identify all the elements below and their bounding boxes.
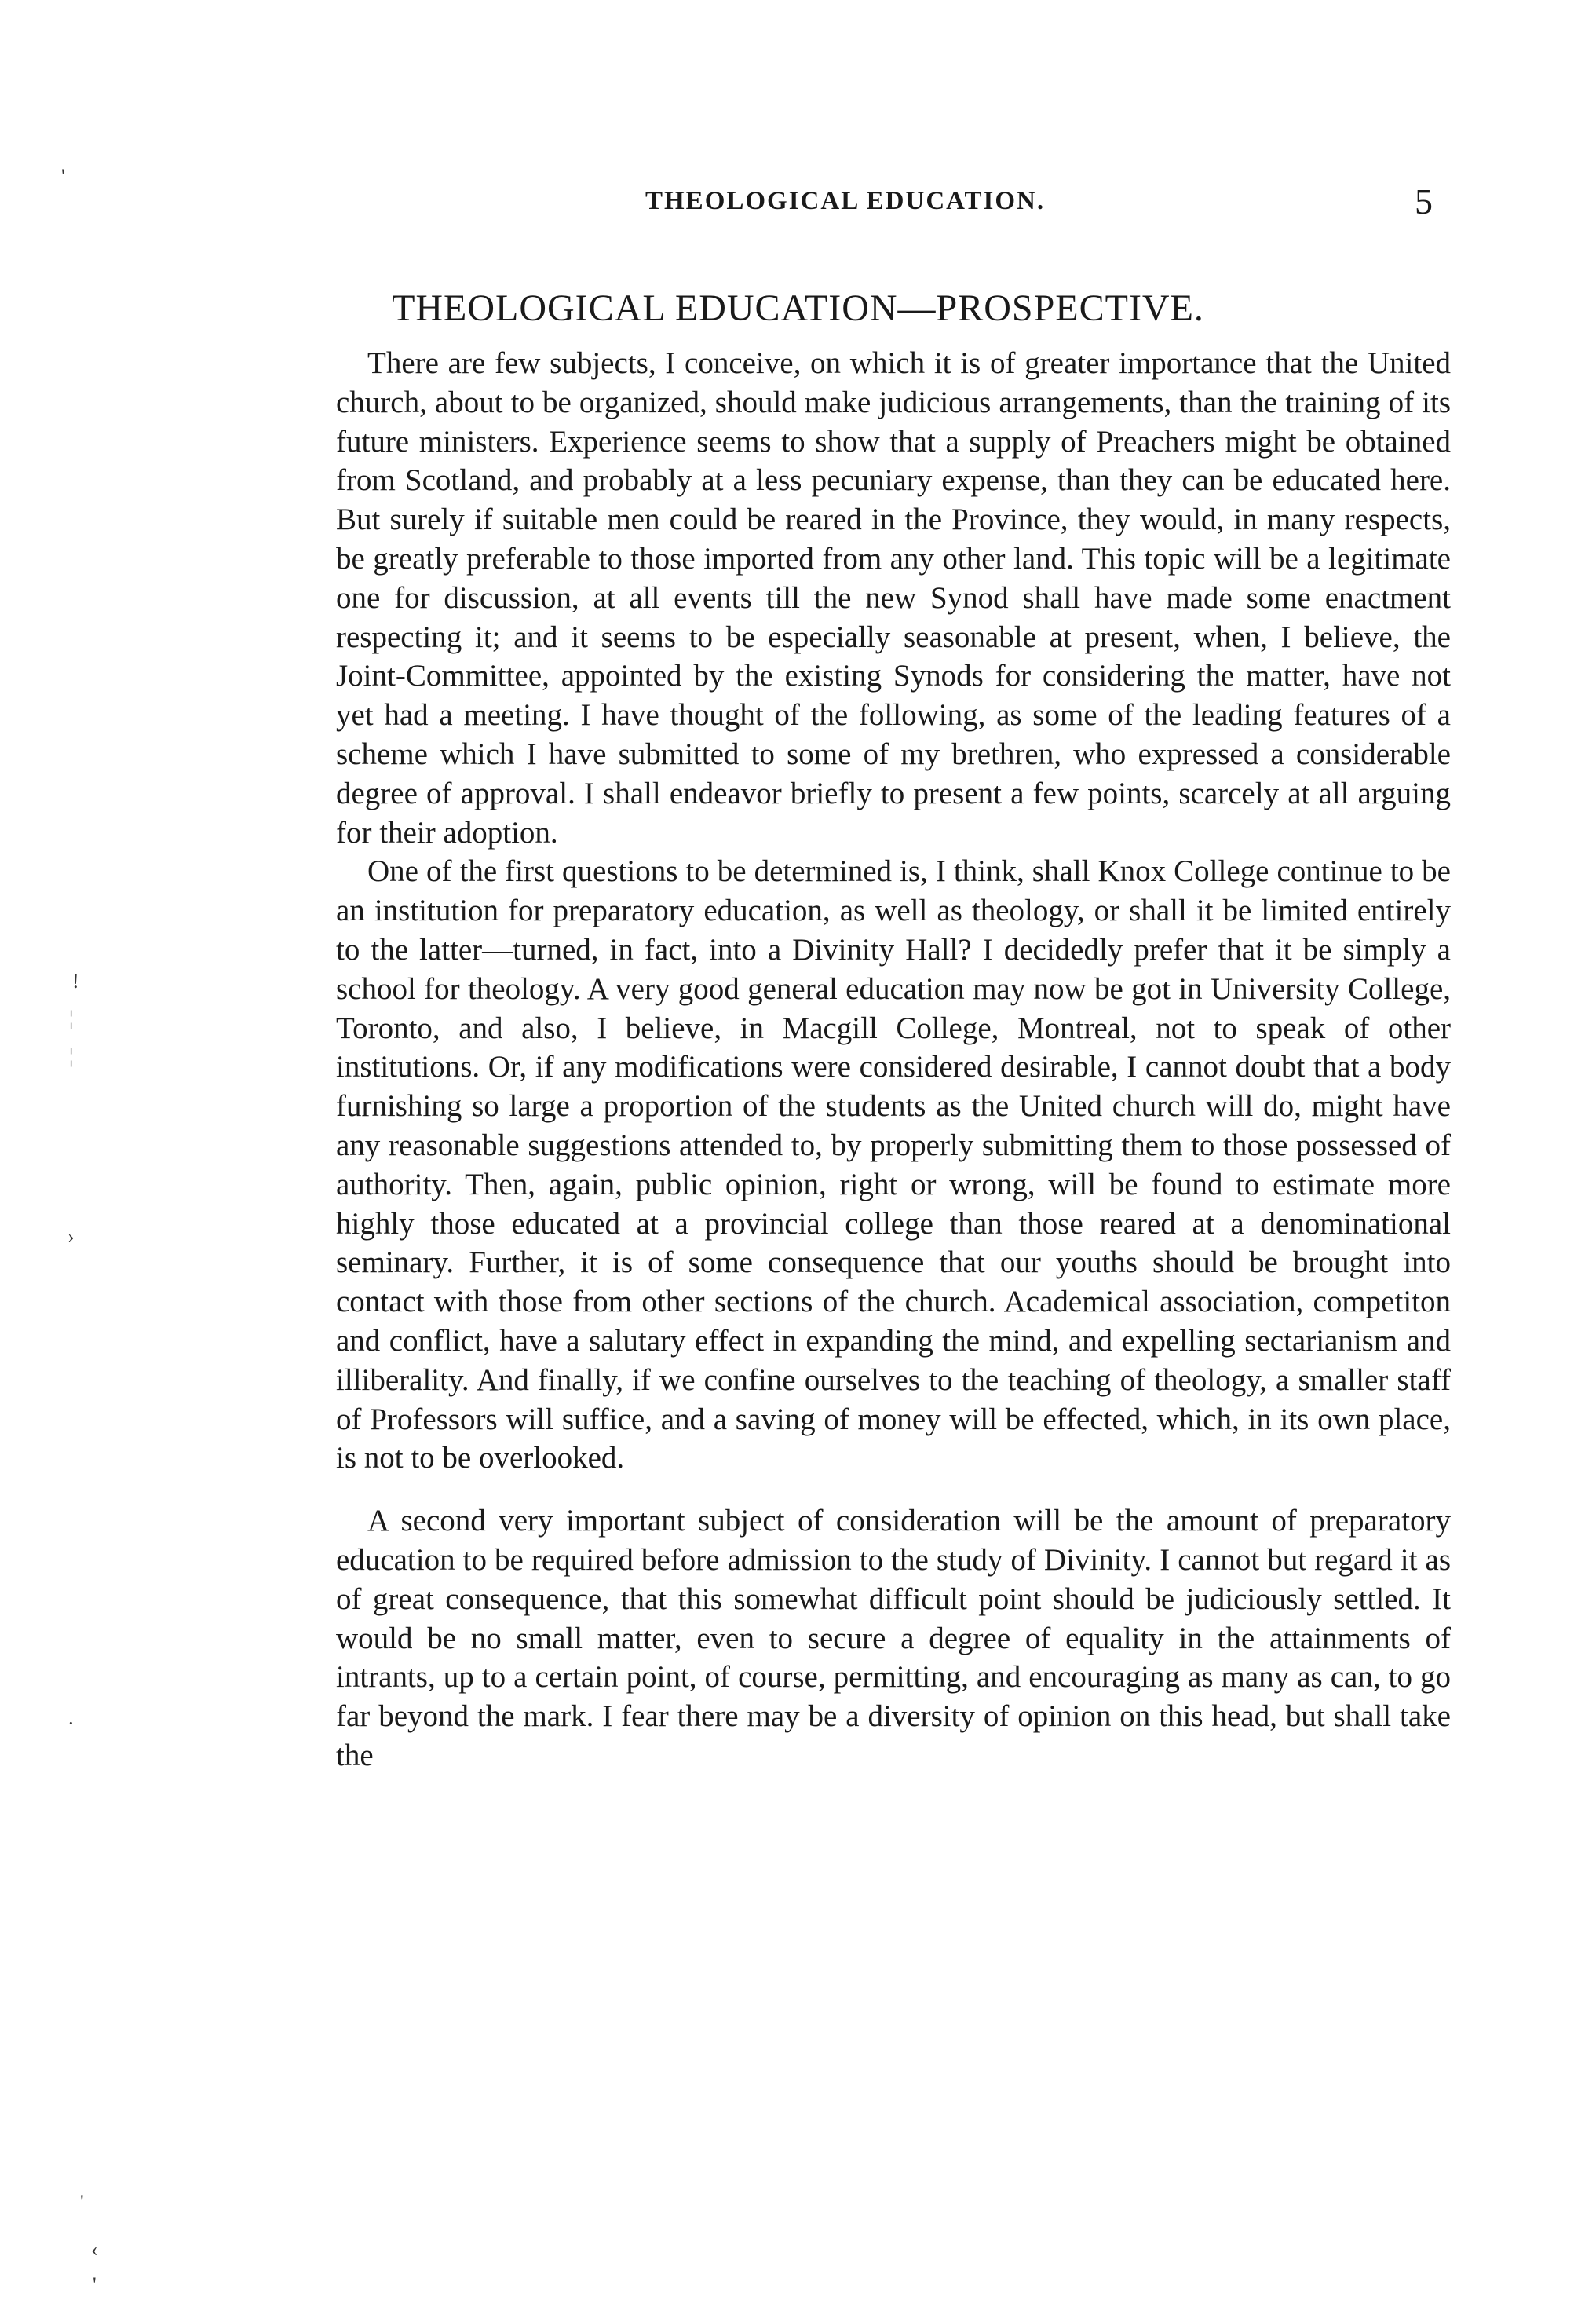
margin-mark: ¦ <box>69 1044 74 1067</box>
page-number: 5 <box>1415 181 1433 221</box>
paragraph-1: There are few subjects, I conceive, on which it is of greater importance that the United church, about to be organized, should make judicious arrangements, than the training of its future ministers. Experience seems to show that a supply of Preachers might be obtained from Scotland, and probably at a less pecuniary expense, than they can be educated here. But surely if suitable men could be reared in the Province, they would, in many respects, be greatly preferable to those imported from any other land. This topic will be a legitimate one for discussion, at all events till the new Synod shall have made some enactment respecting it; and it seems to be especially seasonable at present, when, I believe, the Joint-Committee, appointed by the existing Synods for considering the matter, have not yet had a meeting. I have thought of the following, as some of the leading features of a scheme which I have submitted to some of my brethren, who expressed a considerable degree of approval. I shall endeavor briefly to present a few points, scarcely at all arguing for their adoption. <box>336 346 1451 850</box>
margin-mark: ! <box>72 970 79 993</box>
margin-mark: ' <box>80 2191 84 2214</box>
paragraph-2: One of the first questions to be determined is, I think, shall Knox College continue to be an institution for preparatory education, as well as theology, or shall it be limited entirely to the latter—turned, in fact, into a Divinity Hall? I decidedly prefer that it be simply a school for theology. A very good general education may now be got in University College, Toronto, and also, I believe, in Macgill College, Montreal, not to speak of other institutions. Or, if any modifications were considered desirable, I cannot doubt that a body furnishing so large a proportion of the students as the United church will do, might have any reasonable suggestions attended to, by properly submitting them to those possessed of authority. Then, again, public opinion, right or wrong, will be found to estimate more highly those educated at a provincial college than those reared at a denominational seminary. Further, it is of some consequence that our youths should be brought into contact with those from other sections of the church. Academical association, competiton and conflict, have a salutary effect in expanding the mind, and expelling sectarianism and illiberality. And finally, if we confine ourselves to the teaching of theology, a smaller staff of Professors will suffice, and a saving of money will be effected, which, in its own place, is not to be overlooked. <box>336 854 1451 1475</box>
running-head: THEOLOGICAL EDUCATION. <box>645 187 1046 215</box>
margin-mark: ¦ <box>69 1007 74 1029</box>
margin-mark: ‹ <box>91 2238 98 2261</box>
margin-mark: ' <box>93 2273 97 2296</box>
paragraph-3: A second very important subject of consideration will be the amount of preparatory education to be required before admission to the study of Divinity. I cannot but regard it as of great consequence, that this somewhat difficult point should be judiciously settled. It would be no small matter, even to secure a degree of equality in the attainments of intrants, up to a certain point, of course, permitting, and encouraging as many as can, to go far beyond the mark. I fear there may be a diversity of opinion on this head, but shall take the <box>336 1504 1451 1772</box>
article-title: THEOLOGICAL EDUCATION—PROSPECTIVE. <box>392 287 1204 329</box>
article-body <box>336 344 1451 1775</box>
margin-mark: › <box>68 1225 75 1248</box>
margin-mark: ' <box>61 165 65 188</box>
margin-mark: · <box>68 1712 75 1735</box>
